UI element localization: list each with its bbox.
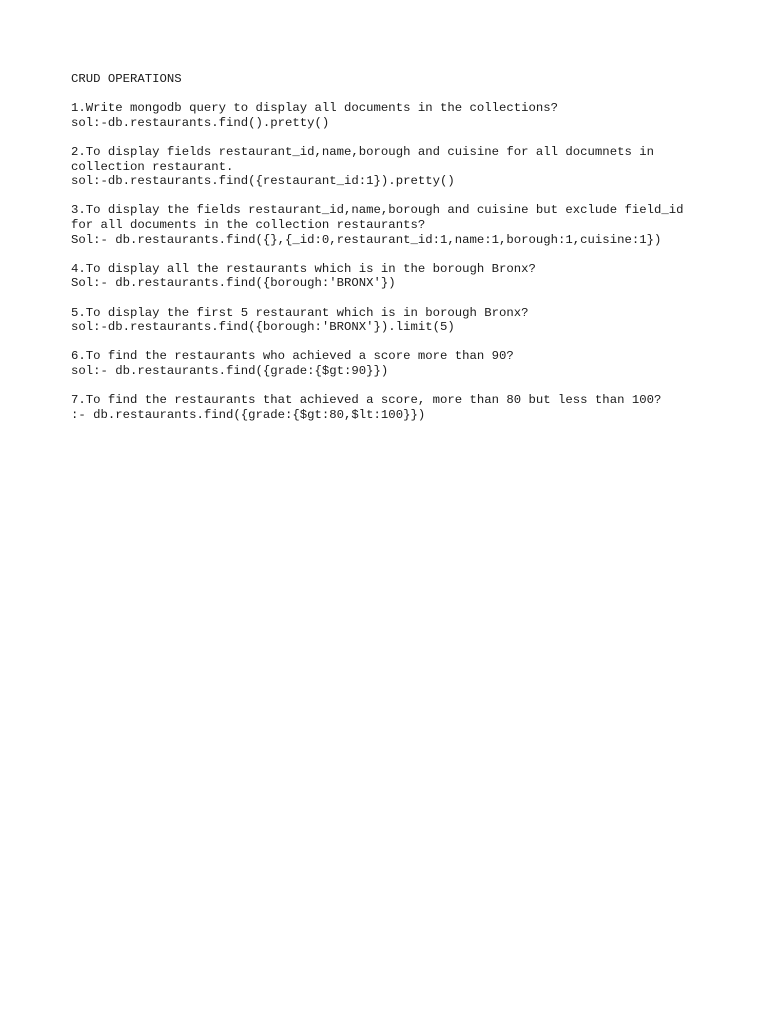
solution-text: sol:- db.restaurants.find({grade:{$gt:90}}) bbox=[71, 363, 389, 378]
solution-text: sol:-db.restaurants.find({borough:'BRONX'}).limit(5) bbox=[71, 320, 455, 335]
document-title: CRUD OPERATIONS bbox=[71, 72, 182, 86]
question-text: 7.To find the restaurants that achieved a score, more than 80 but less than 100? bbox=[71, 393, 662, 408]
solution-text: Sol:- db.restaurants.find({borough:'BRONX'}) bbox=[71, 276, 396, 291]
question-text: 5.To display the first 5 restaurant which is in borough Bronx? bbox=[71, 305, 529, 320]
question-item-4 bbox=[71, 262, 751, 291]
solution-text: :- db.restaurants.find({grade:{$gt:80,$lt:100}}) bbox=[71, 407, 426, 422]
question-item-7 bbox=[71, 393, 751, 422]
question-text: 4.To display all the restaurants which is in the borough Bronx? bbox=[71, 261, 536, 276]
question-text-continued: for all documents in the collection restaurants? bbox=[71, 217, 426, 232]
question-text: 6.To find the restaurants who achieved a score more than 90? bbox=[71, 349, 514, 364]
question-item-5 bbox=[71, 306, 751, 335]
document-page bbox=[71, 72, 751, 437]
question-item-1 bbox=[71, 101, 751, 130]
question-item-2 bbox=[71, 145, 751, 189]
question-text: 3.To display the fields restaurant_id,name,borough and cuisine but exclude field_id bbox=[71, 203, 684, 218]
solution-text: sol:-db.restaurants.find().pretty() bbox=[71, 115, 330, 130]
solution-text: Sol:- db.restaurants.find({},{_id:0,restaurant_id:1,name:1,borough:1,cuisine:1}) bbox=[71, 232, 662, 247]
solution-text: sol:-db.restaurants.find({restaurant_id:1}).pretty() bbox=[71, 174, 455, 189]
question-text: 2.To display fields restaurant_id,name,borough and cuisine for all documnets in bbox=[71, 144, 654, 159]
question-text-continued: collection restaurant. bbox=[71, 159, 234, 174]
question-item-6 bbox=[71, 349, 751, 378]
question-text: 1.Write mongodb query to display all documents in the collections? bbox=[71, 101, 559, 116]
question-item-3 bbox=[71, 203, 751, 247]
